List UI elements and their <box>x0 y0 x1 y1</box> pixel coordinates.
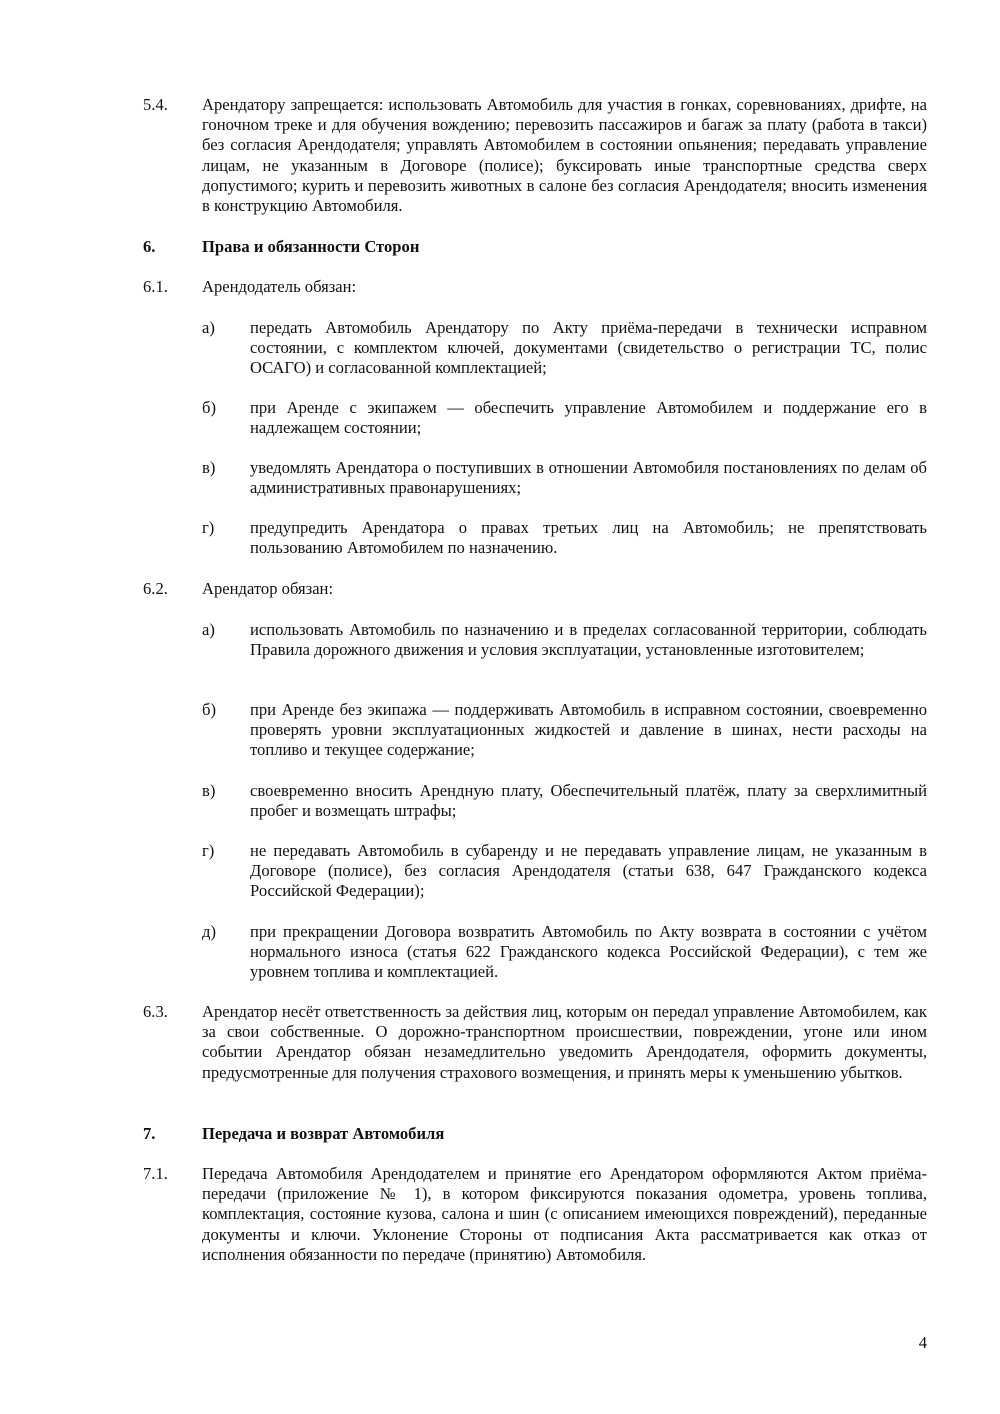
heading-number: 7. <box>143 1124 156 1143</box>
subclause-6-1-a <box>202 318 927 379</box>
subclause-letter: г) <box>202 841 215 860</box>
subclause-letter: а) <box>202 318 215 337</box>
section-heading-6 <box>143 237 927 257</box>
clause-number: 7.1. <box>143 1164 168 1183</box>
clause-number: 6.3. <box>143 1002 168 1021</box>
page-number: 4 <box>918 1333 927 1352</box>
subclause-text: своевременно вносить Арендную плату, Обеспечительный платёж, плату за сверхлимитный пробег и возмещать штрафы; <box>250 781 927 821</box>
subclause-text: при Аренде без экипажа — поддерживать Автомобиль в исправном состоянии, своевременно проверять уровни эксплуатационных жидкостей и давление в шинах, нести расходы на топливо и текущее содержание; <box>250 700 927 760</box>
subclause-text: передать Автомобиль Арендатору по Акту приёма-передачи в технически исправном состоянии, с комплектом ключей, документами (свидетельство о регистрации ТС, полис ОСАГО) и согласованной комплектацией; <box>250 318 927 378</box>
subclause-text: не передавать Автомобиль в субаренду и не передавать управление лицам, не указанным в Договоре (полисе), без согласия Арендодателя (статьи 638, 647 Гражданского кодекса Российской Федерации); <box>250 841 927 901</box>
section-heading-7 <box>143 1124 927 1144</box>
subclause-letter: б) <box>202 700 216 719</box>
subclause-6-2-d <box>202 922 927 983</box>
subclause-6-1-v <box>202 458 927 498</box>
subclause-6-1-b <box>202 398 927 438</box>
subclause-6-2-b <box>202 700 927 761</box>
subclause-text: использовать Автомобиль по назначению и в пределах согласованной территории, соблюдать Правила дорожного движения и условия эксплуатации, установленные изготовителем; <box>250 620 927 660</box>
subclause-6-2-g <box>202 841 927 902</box>
heading-title: Передача и возврат Автомобиля <box>202 1124 445 1143</box>
clause-text: Арендатор обязан: <box>202 579 334 598</box>
clause-6-3 <box>143 1002 927 1083</box>
heading-title: Права и обязанности Сторон <box>202 237 420 256</box>
clause-text: Передача Автомобиля Арендодателем и принятие его Арендатором оформляются Актом приёма-передачи (приложение № 1), в котором фиксируются показания одометра, уровень топлива, комплектация, состояние кузова, салона и шин (с описанием имеющихся повреждений), переданные документы и ключи. Уклонение Стороны от подписания Акта рассматривается как отказ от исполнения обязанности по передаче (принятию) Автомобиля. <box>202 1164 927 1264</box>
clause-5-4 <box>143 95 927 216</box>
subclause-letter: а) <box>202 620 215 639</box>
subclause-letter: г) <box>202 518 215 537</box>
clause-7-1 <box>143 1164 927 1265</box>
subclause-text: при прекращении Договора возвратить Автомобиль по Акту возврата в состоянии с учётом нормального износа (статья 622 Гражданского кодекса Российской Федерации), с тем же уровнем топлива и комплектацией. <box>250 922 927 982</box>
clause-number: 5.4. <box>143 95 168 114</box>
clause-text: Арендатор несёт ответственность за действия лиц, которым он передал управление Автомобилем, как за свои собственные. О дорожно-транспортном происшествии, повреждении, угоне или ином событии Арендатор обязан незамедлительно уведомить Арендодателя, оформить документы, предусмотренные для получения страхового возмещения, и принять меры к уменьшению убытков. <box>202 1002 927 1082</box>
clause-6-1 <box>143 277 927 297</box>
subclause-text: при Аренде с экипажем — обеспечить управление Автомобилем и поддержание его в надлежащем состоянии; <box>250 398 927 438</box>
subclause-6-2-a <box>202 620 927 660</box>
clause-6-2 <box>143 579 927 599</box>
clause-number: 6.1. <box>143 277 168 296</box>
subclause-letter: д) <box>202 922 216 941</box>
subclause-letter: в) <box>202 458 216 477</box>
subclause-text: уведомлять Арендатора о поступивших в отношении Автомобиля постановлениях по делам об административных правонарушениях; <box>250 458 927 498</box>
clause-number: 6.2. <box>143 579 168 598</box>
clause-text: Арендатору запрещается: использовать Автомобиль для участия в гонках, соревнованиях, дрифте, на гоночном треке и для обучения вождению; перевозить пассажиров и багаж за плату (работа в такси) без согласия Арендодателя; управлять Автомобилем в состоянии опьянения; передавать управление лицам, не указанным в Договоре (полисе); буксировать иные транспортные средства сверх допустимого; курить и перевозить животных в салоне без согласия Арендодателя; вносить изменения в конструкцию Автомобиля. <box>202 95 927 216</box>
heading-number: 6. <box>143 237 156 256</box>
subclause-6-2-v <box>202 781 927 821</box>
subclause-letter: в) <box>202 781 216 800</box>
clause-text: Арендодатель обязан: <box>202 277 357 296</box>
subclause-text: предупредить Арендатора о правах третьих лиц на Автомобиль; не препятствовать пользованию Автомобилем по назначению. <box>250 518 927 558</box>
subclause-6-1-g <box>202 518 927 558</box>
subclause-letter: б) <box>202 398 216 417</box>
